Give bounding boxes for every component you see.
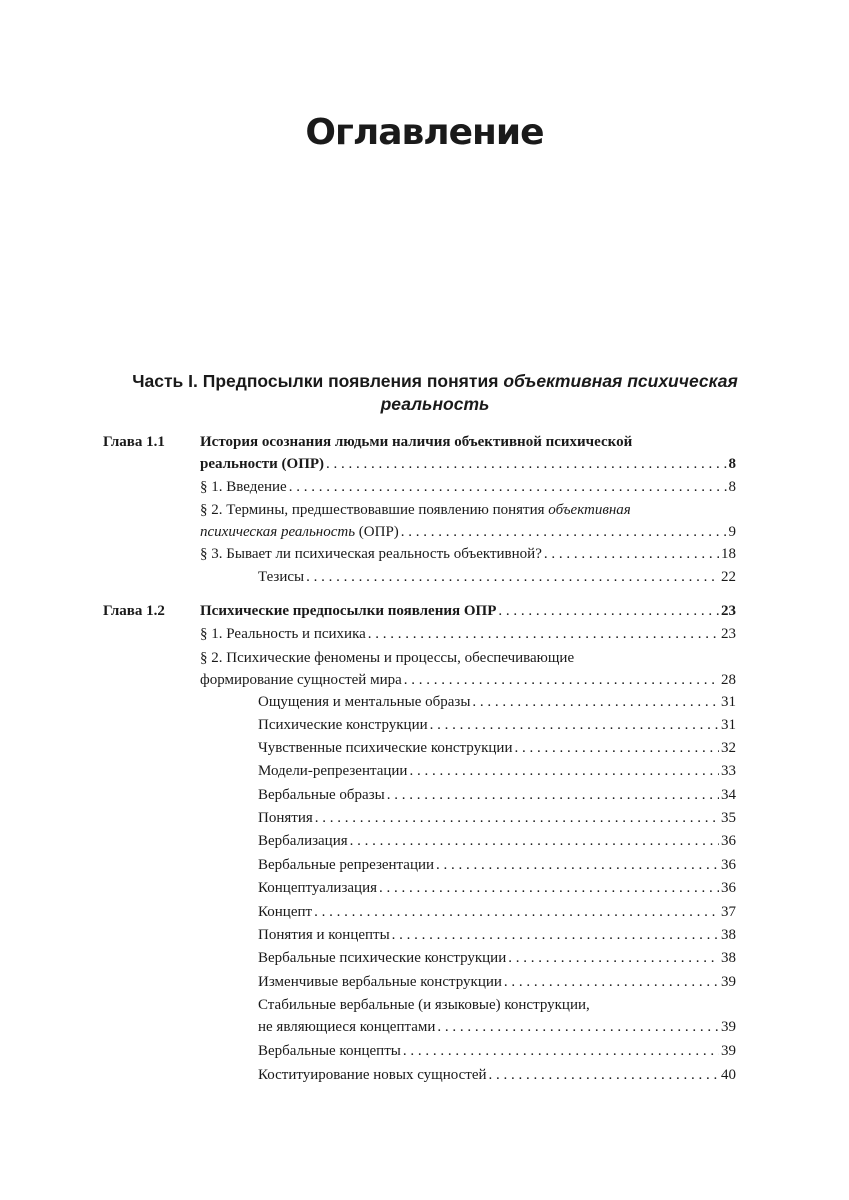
entry-text: Модели-репрезентации: [258, 763, 408, 779]
entry-text-line2: не являющиеся концептами: [258, 1019, 436, 1035]
page-number: 36: [721, 880, 736, 896]
toc-entry[interactable]: [258, 566, 736, 588]
dot-leader: [403, 1040, 719, 1062]
dot-leader: [350, 830, 719, 852]
toc-entry[interactable]: [258, 714, 736, 736]
page-number: 40: [721, 1067, 736, 1083]
page-number: 8: [728, 479, 736, 495]
toc-entry[interactable]: [258, 737, 736, 759]
toc-entry[interactable]: [258, 947, 736, 969]
dot-leader: [326, 453, 726, 475]
chapter-title: Психические предпосылки появления ОПР: [200, 603, 497, 619]
toc-entry-chapter-1-2[interactable]: [200, 600, 736, 622]
page-number: 38: [721, 927, 736, 943]
entry-text: Коституирование новых сущностей: [258, 1067, 487, 1083]
toc-entry[interactable]: [258, 854, 736, 876]
entry-text: § 1. Введение: [200, 479, 287, 495]
dot-leader: [289, 476, 727, 498]
dot-leader: [392, 924, 719, 946]
page-number: 34: [721, 787, 736, 803]
page-number: 31: [721, 717, 736, 733]
dot-leader: [404, 669, 719, 691]
page-number: 31: [721, 694, 736, 710]
entry-text: Изменчивые вербальные конструкции: [258, 974, 502, 990]
entry-text: Понятия: [258, 810, 313, 826]
page-number: 23: [721, 626, 736, 642]
entry-text: Ощущения и ментальные образы: [258, 694, 471, 710]
page-title: Оглавление: [305, 112, 544, 153]
toc-entry-chapter-1-1[interactable]: [200, 431, 736, 475]
entry-text-italic-line2: психическая реальность: [200, 524, 356, 540]
dot-leader: [409, 760, 719, 782]
toc-entry[interactable]: [258, 924, 736, 946]
dot-leader: [306, 566, 719, 588]
toc-entry[interactable]: [200, 647, 736, 691]
toc-entry[interactable]: [200, 543, 736, 565]
page-number: 18: [721, 546, 736, 562]
entry-text-prefix: § 2. Термины, предшествовавшие появлению понятия: [200, 502, 545, 518]
toc-entry[interactable]: [258, 877, 736, 899]
entry-text: Понятия и концепты: [258, 927, 390, 943]
entry-text-italic: объективная: [548, 502, 631, 518]
page-number: 23: [721, 603, 736, 619]
toc-entry[interactable]: [258, 901, 736, 923]
toc-entry[interactable]: [258, 830, 736, 852]
page-number: 9: [728, 524, 736, 540]
toc-entry[interactable]: [200, 476, 736, 498]
page-number: 39: [721, 1019, 736, 1035]
entry-text: Вербальные концепты: [258, 1043, 401, 1059]
toc-entry[interactable]: [258, 1040, 736, 1062]
dot-leader: [508, 947, 719, 969]
entry-text: § 3. Бывает ли психическая реальность объективной?: [200, 546, 542, 562]
entry-text: Вербальные образы: [258, 787, 385, 803]
page-number: 39: [721, 974, 736, 990]
entry-text-line1: Стабильные вербальные (и языковые) конструкции,: [258, 997, 590, 1013]
part-title-italic: объективная психическая реальность: [380, 371, 738, 414]
page-number: 28: [721, 672, 736, 688]
page-number: 35: [721, 810, 736, 826]
page-number: 32: [721, 740, 736, 756]
dot-leader: [472, 691, 719, 713]
dot-leader: [498, 600, 719, 622]
chapter-title-line2: реальности (ОПР): [200, 456, 325, 472]
entry-text: Вербальные психические конструкции: [258, 950, 507, 966]
chapter-label-1-2: Глава 1.2: [103, 603, 165, 619]
dot-leader: [379, 877, 719, 899]
toc-entry[interactable]: [258, 760, 736, 782]
entry-text: Чувственные психические конструкции: [258, 740, 513, 756]
entry-text: Концептуализация: [258, 880, 377, 896]
toc-entry[interactable]: [200, 623, 736, 645]
dot-leader: [514, 737, 719, 759]
dot-leader: [430, 714, 719, 736]
dot-leader: [489, 1064, 719, 1086]
page-number: 8: [728, 456, 736, 472]
dot-leader: [368, 623, 719, 645]
dot-leader: [315, 807, 719, 829]
toc-entry[interactable]: [258, 784, 736, 806]
entry-text: Вербальные репрезентации: [258, 857, 435, 873]
part-title-prefix: Часть I. Предпосылки появления понятия: [132, 371, 499, 391]
toc-entry[interactable]: [258, 971, 736, 993]
page-number: 33: [721, 763, 736, 779]
page-number: 36: [721, 833, 736, 849]
chapter-label-1-1: Глава 1.1: [103, 434, 165, 450]
page-number: 38: [721, 950, 736, 966]
page-number: 22: [721, 569, 736, 585]
entry-text: Психические конструкции: [258, 717, 428, 733]
dot-leader: [437, 1016, 719, 1038]
toc-entry[interactable]: [258, 1064, 736, 1086]
toc-entry[interactable]: [200, 499, 736, 543]
chapter-title-line1: История осознания людьми наличия объективной психической: [200, 434, 633, 450]
page-number: 39: [721, 1043, 736, 1059]
toc-entry[interactable]: [258, 807, 736, 829]
entry-text-line1: § 2. Психические феномены и процессы, обеспечивающие: [200, 650, 575, 666]
dot-leader: [387, 784, 719, 806]
entry-text-suffix: (ОПР): [358, 524, 399, 540]
dot-leader: [544, 543, 719, 565]
toc-entry[interactable]: [258, 691, 736, 713]
entry-text: Концепт: [258, 904, 313, 920]
dot-leader: [401, 521, 727, 543]
toc-entry[interactable]: [258, 994, 736, 1038]
entry-text-line2: формирование сущностей мира: [200, 672, 402, 688]
dot-leader: [436, 854, 719, 876]
page-number: 37: [721, 904, 736, 920]
dot-leader: [314, 901, 719, 923]
dot-leader: [504, 971, 719, 993]
entry-text: Тезисы: [258, 569, 305, 585]
entry-text: Вербализация: [258, 833, 348, 849]
entry-text: § 1. Реальность и психика: [200, 626, 366, 642]
page-number: 36: [721, 857, 736, 873]
